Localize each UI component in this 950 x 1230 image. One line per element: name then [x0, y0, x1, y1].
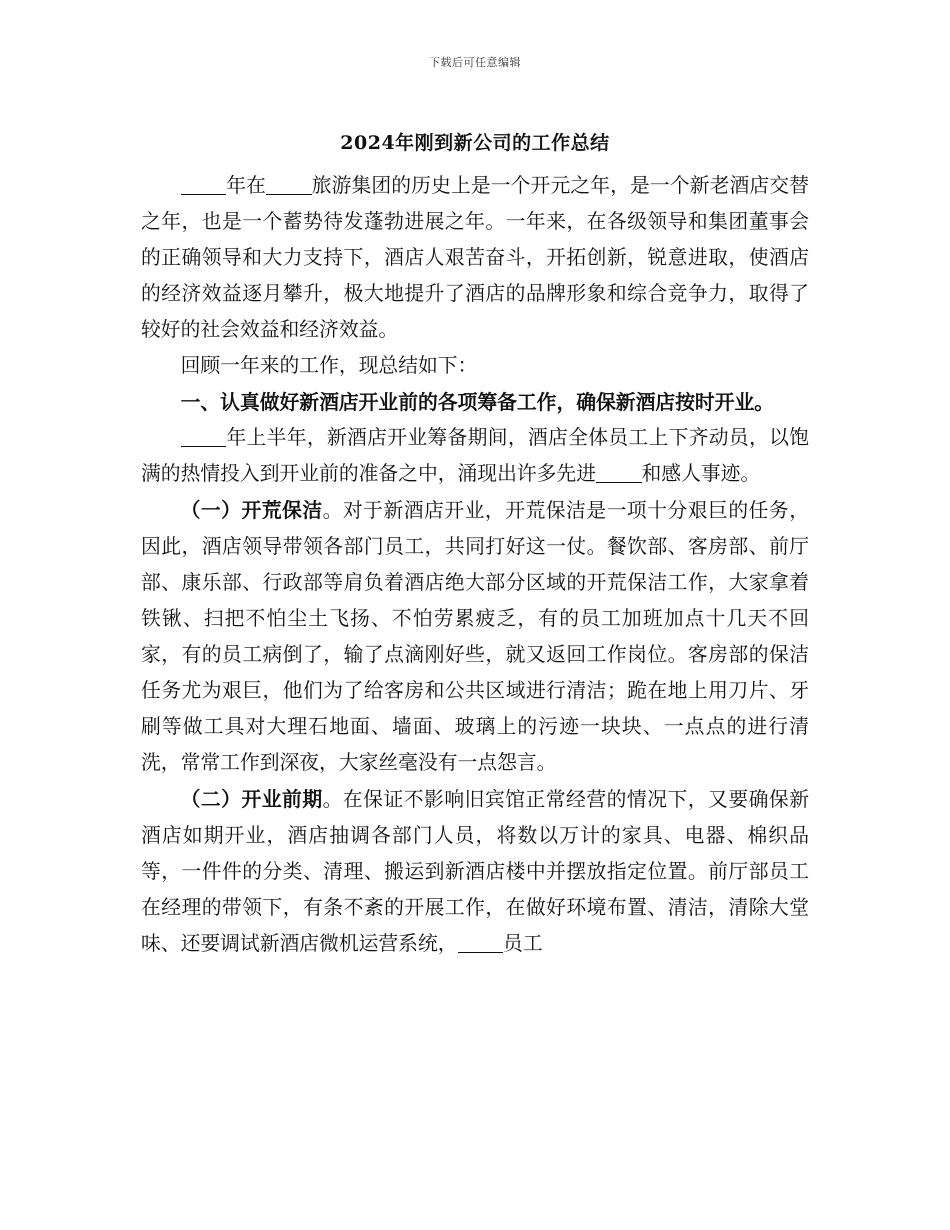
paragraph-intro-text-a: 年在: [226, 174, 267, 197]
fill-blank: [266, 174, 312, 195]
document-body: [141, 168, 809, 962]
paragraph-intro-text-b: 旅游集团的历史上是一个开元之年，是一个新老酒店交替之年，也是一个蓄势待发蓬勃进展之年。一年来，在各级领导和集团董事会的正确领导和大力支持下，酒店人艰苦奋斗，开拓创新，锐意进取，使酒店的经济效益逐月攀升，极大地提升了酒店的品牌形象和综合竞争力，取得了较好的社会效益和经济效益。: [141, 174, 809, 341]
paragraph-first-half-text-b: 和感人事迹。: [641, 462, 761, 485]
fill-blank: [181, 426, 227, 447]
paragraph-cleaning: [141, 492, 809, 781]
paragraph-first-half: [141, 420, 809, 492]
paragraph-pre-opening-text-a: 。在保证不影响旧宾馆正常经营的情况下，又要确保新酒店如期开业，酒店抽调各部门人员，将数以万计的家具、电器、棉织品等，一件件的分类、清理、搬运到新酒店楼中并摆放指定位置。前厅部员工在经理的带领下，有条不紊的开展工作，在做好环境布置、清洁，清除大堂味、还要调试新酒店微机运营系统，: [141, 788, 809, 955]
paragraph-intro: [141, 168, 809, 348]
paragraph-pre-opening: [141, 781, 809, 962]
page-header-note: 下载后可任意编辑: [429, 56, 521, 69]
section-heading-1-text: 一、认真做好新酒店开业前的各项筹备工作，确保新酒店按时开业。: [180, 390, 775, 414]
paragraph-cleaning-text: 。对于新酒店开业，开荒保洁是一项十分艰巨的任务，因此，酒店领导带领各部门员工，共同打好这一仗。餐饮部、客房部、前厅部、康乐部、行政部等肩负着酒店绝大部分区域的开荒保洁工作，大家拿着铁锹、扫把不怕尘土飞扬、不怕劳累疲乏，有的员工加班加点十几天不回家，有的员工病倒了，输了点滴刚好些，就又返回工作岗位。客房部的保洁任务尤为艰巨，他们为了给客房和公共区域进行清洁；跪在地上用刀片、牙刷等做工具对大理石地面、墙面、玻璃上的污迹一块块、一点点的进行清洗，常常工作到深夜，大家丝毫没有一点怨言。: [141, 499, 809, 774]
paragraph-first-half-text-a: 年上半年，新酒店开业筹备期间，酒店全体员工上下齐动员，以饱满的热情投入到开业前的准备之中，涌现出许多先进: [141, 426, 809, 485]
document-title: 2024年刚到新公司的工作总结: [340, 132, 610, 154]
paragraph-pre-opening-text-b: 员工: [503, 932, 543, 955]
subsection-label-cleaning: （一）开荒保洁: [180, 498, 323, 522]
subsection-label-pre-opening: （二）开业前期: [180, 787, 323, 811]
fill-blank: [458, 932, 504, 953]
paragraph-review: 回顾一年来的工作，现总结如下：: [180, 354, 478, 377]
section-heading-1: [141, 384, 809, 420]
fill-blank: [596, 462, 642, 483]
fill-blank: [181, 174, 227, 195]
